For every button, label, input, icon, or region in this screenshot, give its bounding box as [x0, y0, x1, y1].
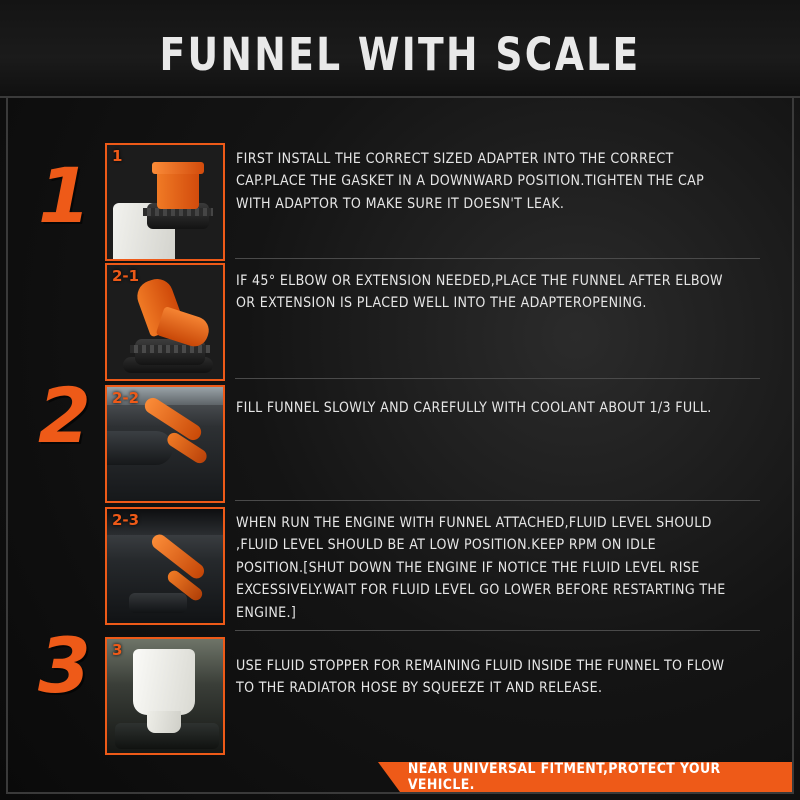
cap-shape: [129, 593, 187, 613]
step-text-1: FIRST INSTALL THE CORRECT SIZED ADAPTER INTO THE CORRECT CAP.PLACE THE GASKET IN A DOWNWARD POSITION.TIGHTEN THE CAP WITH ADAPTOR TO MAKE SURE IT DOESN'T LEAK.: [236, 151, 705, 212]
funnel-neck-shape: [157, 169, 199, 209]
step-image-2-2: [105, 385, 225, 503]
step-image-tag-3: 3: [112, 641, 123, 659]
divider-3: [235, 500, 760, 501]
header-bar: [0, 0, 800, 98]
step-image-tag-1: 1: [112, 147, 123, 165]
funnel-bottle-shape: [133, 649, 195, 715]
step-text-2-2: FILL FUNNEL SLOWLY AND CAREFULLY WITH COOLANT ABOUT 1/3 FULL.: [236, 400, 712, 416]
divider-1: [235, 258, 760, 259]
step-number-3: 3: [38, 621, 91, 710]
step-text-2-3: WHEN RUN THE ENGINE WITH FUNNEL ATTACHED,FLUID LEVEL SHOULD ,FLUID LEVEL SHOULD BE AT LOW POSITION.KEEP RPM ON IDLE POSITION.[SHUT DOWN THE ENGINE IF NOTICE THE FLUID LEVEL RISE EXCESSIVELY.WAIT FOR FLUID LEVEL GO LOWER BEFORE RESTARTING THE ENGINE.]: [236, 515, 726, 621]
step-image-tag-2-2: 2-2: [112, 389, 140, 407]
step-image-3: [105, 637, 225, 755]
step-text-2-1: IF 45° ELBOW OR EXTENSION NEEDED,PLACE THE FUNNEL AFTER ELBOW OR EXTENSION IS PLACED WELL INTO THE ADAPTEROPENING.: [236, 273, 723, 312]
divider-2: [235, 378, 760, 379]
step-image-2-3: [105, 507, 225, 625]
footer-text: NEAR UNIVERSAL FITMENT,PROTECT YOUR VEHICLE.: [407, 761, 721, 793]
step-number-1: 1: [38, 151, 91, 240]
step-number-2: 2: [38, 371, 91, 460]
page-title: FUNNEL WITH SCALE: [159, 28, 641, 81]
footer-banner: [400, 762, 792, 792]
step-text-3: USE FLUID STOPPER FOR REMAINING FLUID INSIDE THE FUNNEL TO FLOW TO THE RADIATOR HOSE BY SQUEEZE IT AND RELEASE.: [236, 658, 725, 697]
hose-shape: [105, 431, 173, 465]
step-image-tag-2-1: 2-1: [112, 267, 140, 285]
step-image-2-1: [105, 263, 225, 381]
step-image-1: [105, 143, 225, 261]
divider-4: [235, 630, 760, 631]
step-image-tag-2-3: 2-3: [112, 511, 140, 529]
